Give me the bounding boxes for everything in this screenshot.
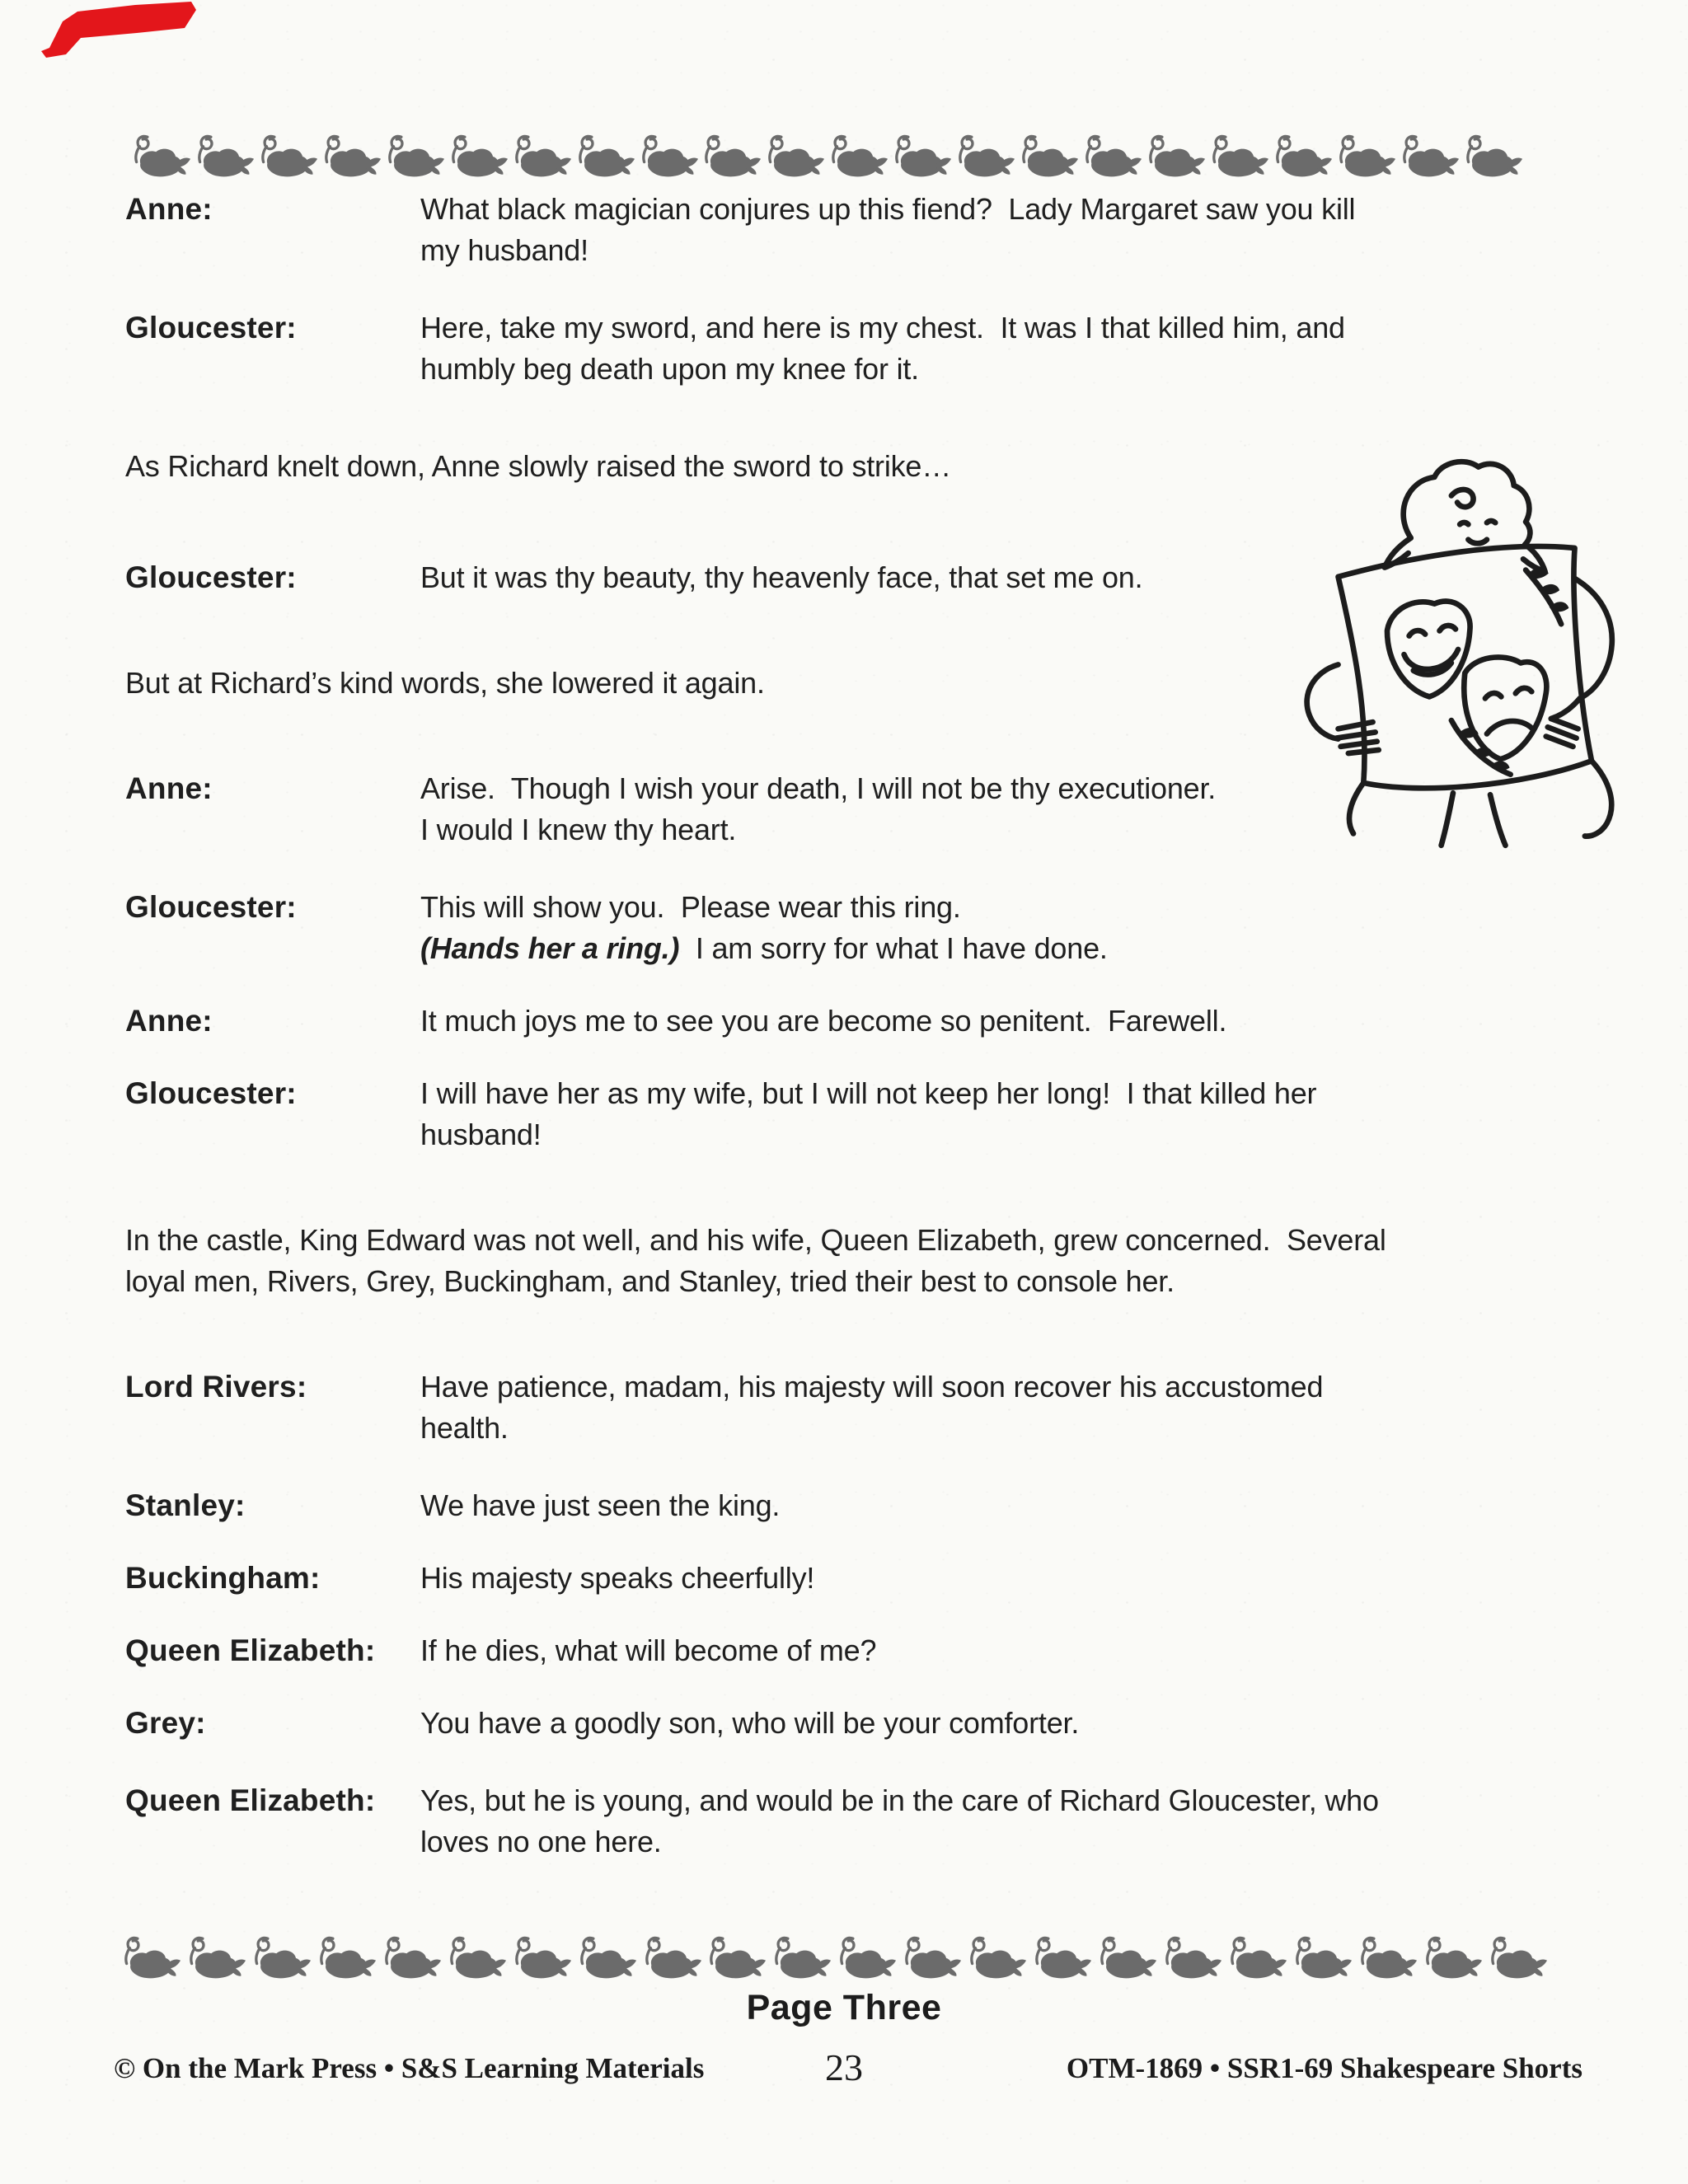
speech-text bbox=[420, 887, 1523, 969]
speech-text bbox=[420, 1703, 1523, 1744]
dialogue-row bbox=[125, 307, 1523, 390]
stage-direction: (Hands her a ring.) bbox=[420, 931, 680, 965]
mask-ornament-icon bbox=[574, 134, 635, 178]
mask-ornament-icon bbox=[1096, 1935, 1157, 1980]
speech-text bbox=[420, 1001, 1523, 1042]
dialogue-row bbox=[125, 1558, 1523, 1599]
mask-ornament-icon bbox=[381, 1935, 442, 1980]
dialogue-row bbox=[125, 1703, 1523, 1744]
speech-text bbox=[420, 307, 1523, 390]
page-number: 23 bbox=[825, 2046, 863, 2088]
red-marker-stroke bbox=[38, 0, 203, 59]
mask-ornament-icon bbox=[1292, 1935, 1353, 1980]
mask-ornament-icon bbox=[1272, 134, 1333, 178]
speech-text bbox=[420, 1366, 1523, 1449]
speaker-label: Grey: bbox=[125, 1706, 206, 1740]
mask-ornament-icon bbox=[1487, 1935, 1548, 1980]
speech-segment: Arise. Though I wish your death, I will not be thy executioner. bbox=[420, 771, 1217, 805]
dialogue-row bbox=[125, 1485, 1523, 1526]
mask-ornament-icon bbox=[1335, 134, 1396, 178]
mask-ornament-icon bbox=[1208, 134, 1269, 178]
speaker-label: Gloucester: bbox=[125, 560, 297, 594]
mask-ornament-icon bbox=[771, 1935, 832, 1980]
page-footer bbox=[0, 2046, 1688, 2103]
dialogue-row bbox=[125, 1073, 1523, 1155]
mask-ornament-icon bbox=[511, 134, 572, 178]
script-text-area bbox=[125, 189, 1523, 1863]
dialogue-row bbox=[125, 887, 1523, 969]
mask-ornament-icon bbox=[836, 1935, 897, 1980]
mask-ornament-icon bbox=[1226, 1935, 1287, 1980]
speech-segment: Yes, but he is young, and would be in the care of Richard Gloucester, who bbox=[420, 1783, 1379, 1817]
speaker-label: Gloucester: bbox=[125, 1076, 297, 1110]
speech-segment: It much joys me to see you are become so penitent. Farewell. bbox=[420, 1004, 1227, 1038]
speaker-label: Gloucester: bbox=[125, 311, 297, 344]
speech-segment: We have just seen the king. bbox=[420, 1488, 781, 1522]
speech-segment: loves no one here. bbox=[420, 1825, 662, 1858]
dialogue-row bbox=[125, 1630, 1523, 1671]
speech-segment: But it was thy beauty, thy heavenly face, that set me on. bbox=[420, 560, 1143, 594]
speech-segment: This will show you. Please wear this ring. bbox=[420, 890, 961, 924]
mask-ornament-icon bbox=[316, 1935, 377, 1980]
speech-segment: I would I knew thy heart. bbox=[420, 813, 737, 846]
mask-ornament-icon bbox=[1161, 1935, 1222, 1980]
speech-segment: I will have her as my wife, but I will not keep her long! I that killed her bbox=[420, 1076, 1317, 1110]
mask-ornament-icon bbox=[120, 1935, 181, 1980]
speech-segment: loyal men, Rivers, Grey, Buckingham, and Stanley, tried their best to console her. bbox=[125, 1264, 1175, 1298]
mask-ornament-icon bbox=[1357, 1935, 1418, 1980]
mask-ornament-icon bbox=[1031, 1935, 1092, 1980]
bottom-ornament-border bbox=[120, 1933, 1548, 1980]
mask-ornament-icon bbox=[1145, 134, 1206, 178]
speech-segment: humbly beg death upon my knee for it. bbox=[420, 352, 919, 386]
speaker-label: Lord Rivers: bbox=[125, 1370, 307, 1404]
mask-ornament-icon bbox=[701, 134, 762, 178]
speaker-label: Anne: bbox=[125, 1004, 213, 1038]
speech-segment: I am sorry for what I have done. bbox=[679, 931, 1108, 965]
speech-text bbox=[420, 1485, 1523, 1526]
mask-ornament-icon bbox=[706, 1935, 767, 1980]
speech-text bbox=[420, 1073, 1523, 1155]
footer-product-code: OTM-1869 • SSR1-69 Shakespeare Shorts bbox=[1066, 2052, 1582, 2084]
speech-text bbox=[420, 189, 1523, 271]
speech-text bbox=[420, 1780, 1523, 1863]
dialogue-row bbox=[125, 1780, 1523, 1863]
speech-text bbox=[420, 1558, 1523, 1599]
mask-ornament-icon bbox=[1462, 134, 1523, 178]
mask-ornament-icon bbox=[257, 134, 318, 178]
mask-ornament-icon bbox=[251, 1935, 312, 1980]
speech-segment: If he dies, what will become of me? bbox=[420, 1633, 877, 1667]
speaker-label: Buckingham: bbox=[125, 1561, 321, 1595]
mask-ornament-icon bbox=[321, 134, 382, 178]
dialogue-row bbox=[125, 189, 1523, 271]
speech-segment: my husband! bbox=[420, 233, 588, 267]
footer-publisher: © On the Mark Press • S&S Learning Materials bbox=[114, 2052, 705, 2084]
mask-ornament-icon bbox=[954, 134, 1015, 178]
mask-ornament-icon bbox=[1018, 134, 1079, 178]
speaker-label: Queen Elizabeth: bbox=[125, 1783, 376, 1817]
speech-text bbox=[420, 1630, 1523, 1671]
speech-segment: Here, take my sword, and here is my chest. It was I that killed him, and bbox=[420, 311, 1345, 344]
mask-ornament-icon bbox=[130, 134, 191, 178]
mask-ornament-icon bbox=[891, 134, 952, 178]
speaker-label: Gloucester: bbox=[125, 890, 297, 924]
dialogue-row bbox=[125, 1001, 1523, 1042]
mask-ornament-icon bbox=[1399, 134, 1460, 178]
mask-ornament-icon bbox=[446, 1935, 507, 1980]
speech-segment: health. bbox=[420, 1411, 509, 1445]
mask-ornament-icon bbox=[194, 134, 255, 178]
narration-text bbox=[125, 1220, 1523, 1302]
mask-ornament-icon bbox=[1422, 1935, 1483, 1980]
speaker-label: Stanley: bbox=[125, 1488, 246, 1522]
speech-segment: What black magician conjures up this fiend? Lady Margaret saw you kill bbox=[420, 192, 1356, 226]
speech-segment: In the castle, King Edward was not well, and his wife, Queen Elizabeth, grew concerned. Several bbox=[125, 1223, 1386, 1257]
mask-ornament-icon bbox=[828, 134, 889, 178]
speech-segment: His majesty speaks cheerfully! bbox=[420, 1561, 815, 1595]
mask-ornament-icon bbox=[576, 1935, 637, 1980]
mask-ornament-icon bbox=[185, 1935, 246, 1980]
speech-segment: As Richard knelt down, Anne slowly raised the sword to strike… bbox=[125, 449, 952, 483]
mask-ornament-icon bbox=[384, 134, 445, 178]
speaker-label: Anne: bbox=[125, 192, 213, 226]
top-ornament-border bbox=[130, 132, 1523, 178]
speech-segment: husband! bbox=[420, 1118, 542, 1151]
dialogue-row bbox=[125, 1366, 1523, 1449]
masks-illustration bbox=[1286, 452, 1624, 849]
mask-ornament-icon bbox=[638, 134, 699, 178]
speaker-label: Anne: bbox=[125, 771, 213, 805]
page-heading: Page Three bbox=[746, 1988, 942, 2027]
mask-ornament-icon bbox=[764, 134, 825, 178]
speech-segment: But at Richard’s kind words, she lowered it again. bbox=[125, 666, 765, 700]
mask-ornament-icon bbox=[1081, 134, 1142, 178]
narration-paragraph bbox=[125, 1220, 1523, 1302]
mask-ornament-icon bbox=[448, 134, 509, 178]
speech-segment: Have patience, madam, his majesty will soon recover his accustomed bbox=[420, 1370, 1324, 1404]
mask-ornament-icon bbox=[901, 1935, 962, 1980]
mask-ornament-icon bbox=[511, 1935, 572, 1980]
mask-ornament-icon bbox=[641, 1935, 702, 1980]
speaker-label: Queen Elizabeth: bbox=[125, 1633, 376, 1667]
speech-segment: You have a goodly son, who will be your comforter. bbox=[420, 1706, 1080, 1740]
mask-ornament-icon bbox=[966, 1935, 1027, 1980]
